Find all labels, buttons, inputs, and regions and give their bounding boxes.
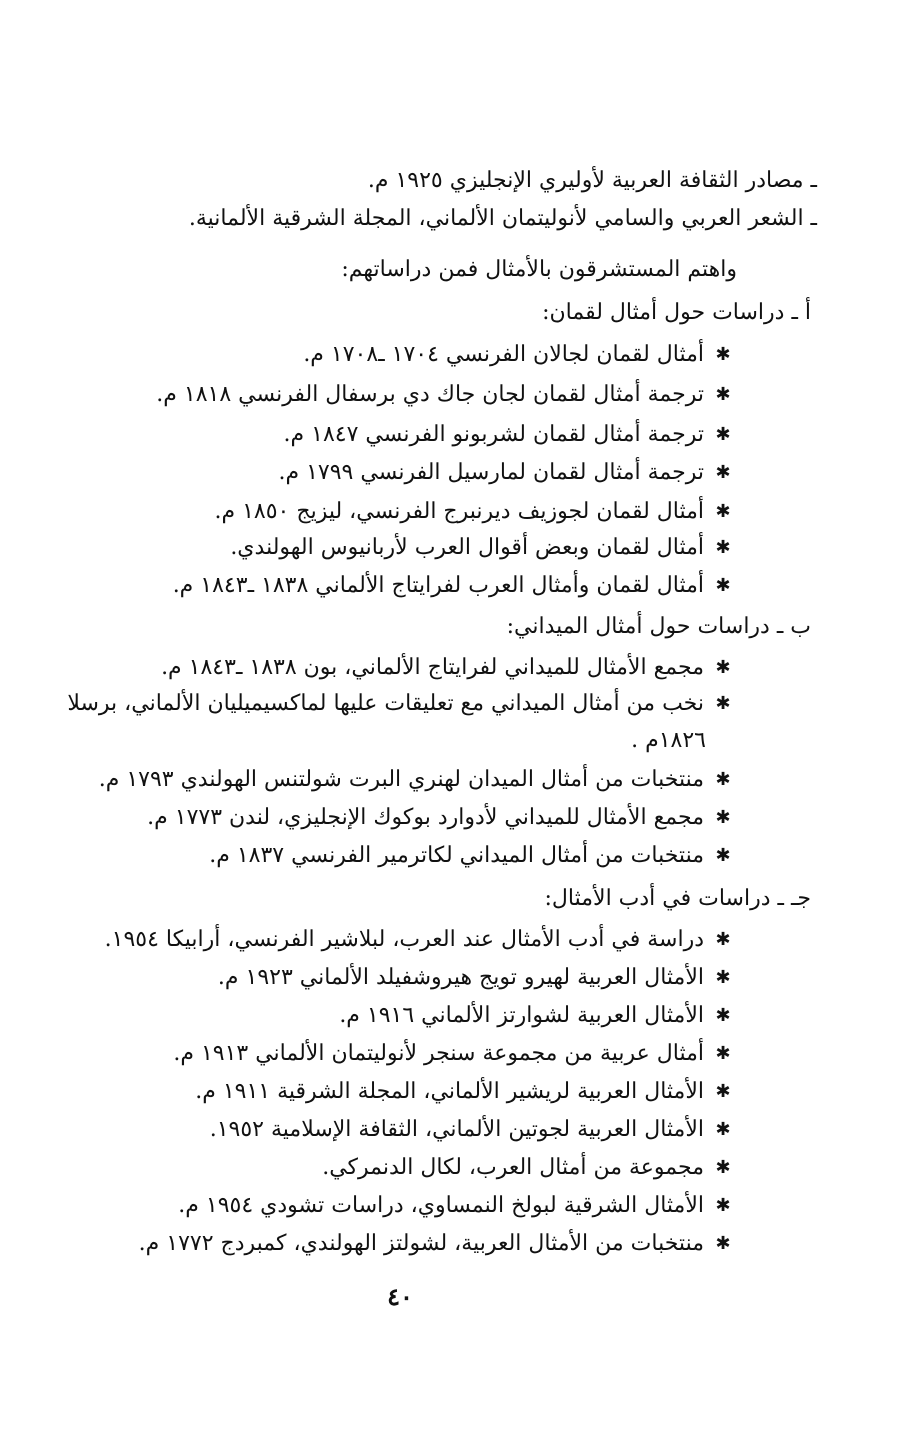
list-item-text: منتخبات من أمثال الميداني لكاترمير الفرنسي ١٨٣٧ م. — [209, 842, 704, 868]
asterisk-bullet-icon: ✱ — [715, 1042, 731, 1064]
asterisk-bullet-icon: ✱ — [715, 1156, 731, 1178]
asterisk-bullet-icon: ✱ — [715, 1232, 731, 1254]
asterisk-bullet-icon: ✱ — [715, 383, 731, 405]
list-item — [139, 1224, 736, 1262]
list-item — [173, 1034, 736, 1072]
list-item — [218, 958, 736, 996]
list-item — [322, 1148, 736, 1186]
list-item-text: ترجمة أمثال لقمان لمارسيل الفرنسي ١٧٩٩ م. — [278, 459, 704, 485]
list-item — [284, 415, 736, 453]
list-item-text: ترجمة أمثال لقمان لشربونو الفرنسي ١٨٤٧ م. — [283, 421, 704, 447]
list-item — [178, 1186, 736, 1224]
asterisk-bullet-icon: ✱ — [715, 1118, 731, 1140]
asterisk-bullet-icon: ✱ — [715, 1004, 731, 1026]
asterisk-bullet-icon: ✱ — [715, 461, 731, 483]
asterisk-bullet-icon: ✱ — [715, 1080, 731, 1102]
list-item-text: الأمثال العربية لجوتين الألماني، الثقافة الإسلامية ١٩٥٢. — [209, 1116, 704, 1142]
section-heading-c: جـ ـ دراسات في أدب الأمثال: — [544, 886, 811, 911]
list-item-text: أمثال لقمان لجوزيف ديرنبرج الفرنسي، ليزيج ١٨٥٠ م. — [214, 498, 704, 524]
list-item — [105, 920, 736, 958]
list-item — [161, 648, 736, 686]
list-item — [230, 528, 736, 566]
list-item — [147, 798, 736, 836]
list-item-continuation: ١٨٢٦م . — [631, 728, 706, 753]
asterisk-bullet-icon: ✱ — [715, 692, 731, 714]
list-item-text: أمثال لقمان وبعض أقوال العرب لأربانيوس الهولندي. — [230, 534, 704, 560]
asterisk-bullet-icon: ✱ — [715, 966, 731, 988]
asterisk-bullet-icon: ✱ — [715, 500, 731, 522]
asterisk-bullet-icon: ✱ — [715, 423, 731, 445]
section-heading-b: ب ـ دراسات حول أمثال الميداني: — [506, 614, 811, 639]
intro-paragraph: واهتم المستشرقون بالأمثال فمن دراساتهم: — [341, 257, 737, 282]
list-item-text: منتخبات من أمثال الميدان لهنري البرت شولتنس الهولندي ١٧٩٣ م. — [98, 766, 704, 792]
list-item-text: نخب من أمثال الميداني مع تعليقات عليها لماكسيميليان الألماني، برسلا — [67, 690, 704, 716]
list-item-text: ترجمة أمثال لقمان لجان جاك دي برسفال الفرنسي ١٨١٨ م. — [156, 381, 704, 407]
list-item-text: أمثال عربية من مجموعة سنجر لأنوليتمان الألماني ١٩١٣ م. — [173, 1040, 704, 1066]
asterisk-bullet-icon: ✱ — [715, 844, 731, 866]
list-item-text: مجمع الأمثال للميداني لفرايتاج الألماني، بون ١٨٣٨ ـ١٨٤٣ م. — [161, 654, 704, 680]
list-item-text: الأمثال العربية لشوارتز الألماني ١٩١٦ م. — [339, 1002, 704, 1028]
asterisk-bullet-icon: ✱ — [715, 768, 731, 790]
asterisk-bullet-icon: ✱ — [715, 343, 731, 365]
asterisk-bullet-icon: ✱ — [715, 1194, 731, 1216]
page-number: ٤٠ — [387, 1282, 413, 1311]
list-item-text: الأمثال العربية لريشير الألماني، المجلة الشرقية ١٩١١ م. — [195, 1078, 704, 1104]
list-item — [195, 1072, 736, 1110]
list-item-text: أمثال لقمان وأمثال العرب لفرايتاج الألماني ١٨٣٨ ـ١٨٤٣ م. — [172, 572, 704, 598]
list-item-text: منتخبات من الأمثال العربية، لشولتز الهولندي، كمبردج ١٧٧٢ م. — [138, 1230, 704, 1256]
list-item — [156, 375, 736, 413]
list-item — [210, 1110, 736, 1148]
list-item-text: مجموعة من أمثال العرب، لكال الدنمركي. — [322, 1154, 704, 1180]
list-item — [215, 492, 737, 530]
asterisk-bullet-icon: ✱ — [715, 536, 731, 558]
intro-line-1: ـ مصادر الثقافة العربية لأوليري الإنجليزي ١٩٢٥ م. — [367, 168, 817, 193]
asterisk-bullet-icon: ✱ — [715, 656, 731, 678]
list-item — [67, 684, 736, 722]
list-item-text: مجمع الأمثال للميداني لأدوارد بوكوك الإنجليزي، لندن ١٧٧٣ م. — [147, 804, 704, 830]
list-item — [279, 453, 737, 491]
list-item-text: الأمثال العربية لهيرو تويج هيروشفيلد الألماني ١٩٢٣ م. — [217, 964, 704, 990]
asterisk-bullet-icon: ✱ — [715, 928, 731, 950]
list-item — [173, 566, 736, 604]
asterisk-bullet-icon: ✱ — [715, 574, 731, 596]
list-item — [303, 335, 736, 373]
list-item-text: دراسة في أدب الأمثال عند العرب، لبلاشير الفرنسي، أرابيكا ١٩٥٤. — [104, 926, 704, 952]
list-item — [339, 996, 736, 1034]
list-item — [99, 760, 736, 798]
section-heading-a: أ ـ دراسات حول أمثال لقمان: — [542, 300, 811, 325]
list-item-text: أمثال لقمان لجالان الفرنسي ١٧٠٤ ـ١٧٠٨ م. — [303, 341, 704, 367]
intro-line-2: ـ الشعر العربي والسامي لأنوليتمان الألماني، المجلة الشرقية الألمانية. — [188, 206, 817, 231]
list-item-text: الأمثال الشرقية لبولخ النمساوي، دراسات تشودي ١٩٥٤ م. — [178, 1192, 704, 1218]
asterisk-bullet-icon: ✱ — [715, 806, 731, 828]
list-item — [209, 836, 736, 874]
